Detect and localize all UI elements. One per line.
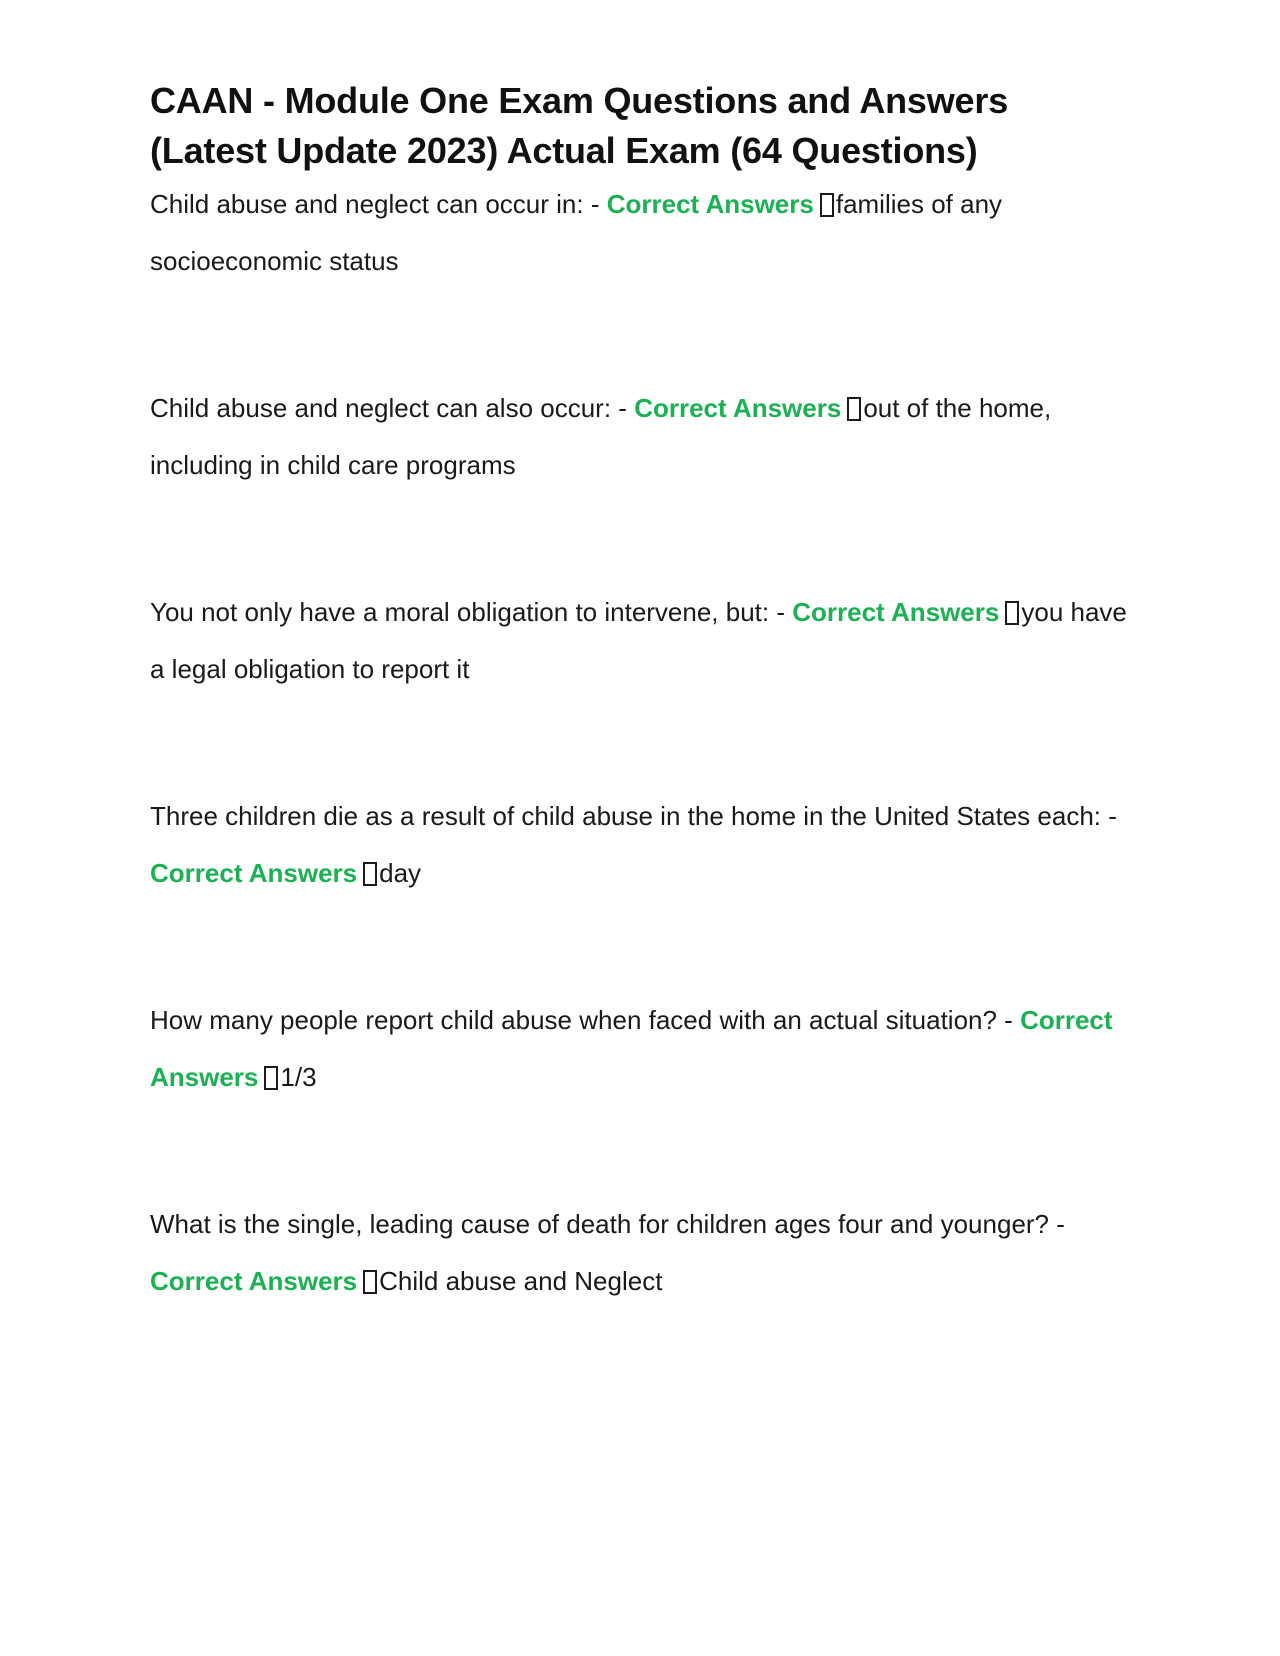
qa-item xyxy=(150,380,1140,494)
qa-item xyxy=(150,992,1140,1106)
title-line-2: (Latest Update 2023) Actual Exam (64 Questions) xyxy=(150,130,978,171)
qa-item xyxy=(150,788,1140,902)
title-line-1: CAAN - Module One Exam Questions and Answers xyxy=(150,80,1009,121)
answer-text: out of the home, including in child care programs xyxy=(150,393,1052,480)
correct-answers-label: Correct Answers xyxy=(606,189,814,219)
document-content xyxy=(150,76,1140,1400)
answer-text: day xyxy=(379,858,422,888)
box-glyph-icon xyxy=(363,862,377,886)
question-text: You not only have a moral obligation to intervene, but: - xyxy=(150,597,793,627)
question-text: Child abuse and neglect can also occur: - xyxy=(150,393,635,423)
correct-answers-label: Correct Answers xyxy=(792,597,1000,627)
question-text: Child abuse and neglect can occur in: - xyxy=(150,189,607,219)
correct-answers-label: Correct Answers xyxy=(634,393,842,423)
question-text: How many people report child abuse when faced with an actual situation? - xyxy=(150,1005,1021,1035)
box-glyph-icon xyxy=(847,397,861,421)
document-title xyxy=(150,76,1140,176)
box-glyph-icon xyxy=(264,1066,278,1090)
correct-answers-label: Correct Answers xyxy=(150,858,358,888)
qa-item xyxy=(150,1196,1140,1310)
correct-answers-label: Correct Answers xyxy=(150,1005,1113,1092)
box-glyph-icon xyxy=(820,193,834,217)
correct-answers-label: Correct Answers xyxy=(150,1266,358,1296)
box-glyph-icon xyxy=(363,1270,377,1294)
box-glyph-icon xyxy=(1005,601,1019,625)
answer-text: you have a legal obligation to report it xyxy=(150,597,1127,684)
answer-text: Child abuse and Neglect xyxy=(379,1266,663,1296)
question-text: What is the single, leading cause of death for children ages four and younger? - xyxy=(150,1209,1065,1239)
question-text: Three children die as a result of child abuse in the home in the United States each: - xyxy=(150,801,1117,831)
answer-text: families of any socioeconomic status xyxy=(150,189,1003,276)
qa-item xyxy=(150,176,1140,290)
answer-text: 1/3 xyxy=(280,1062,317,1092)
qa-item xyxy=(150,584,1140,698)
